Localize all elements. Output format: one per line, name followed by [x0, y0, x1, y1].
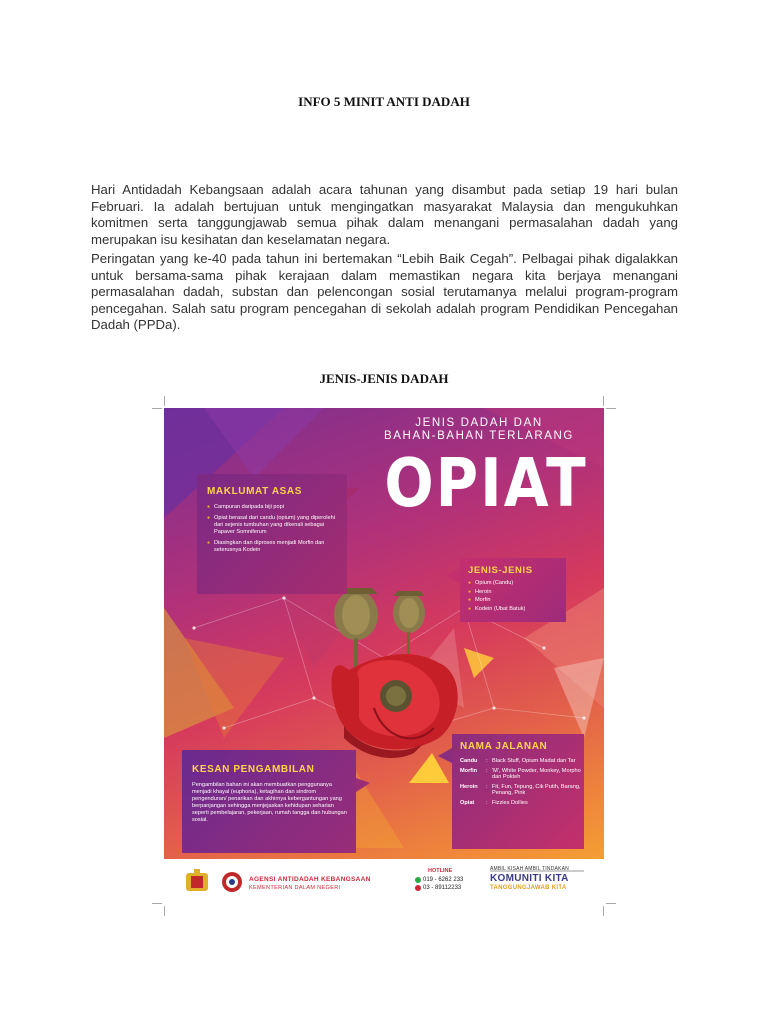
slogan-small: AMBIL KISAH AMBIL TINDAKAN [490, 866, 569, 872]
maklumat-item: ● Campuran daripada biji popi [207, 504, 337, 511]
poster-main-title: OPIAT [384, 444, 588, 523]
kesan-pengambilan-text: Pengambilan bahan ini akan membuatkan penggunanya menjadi khayal (euphoria), ketagihan dan sindrom pengenduran/ penarikan dan akhirnya kebergantungan yang berpanjangan sehingga menjejaskan kehidupan seharian seperti pembelajaran, pekerjaan, rumah tangga dan hubungan sosial. [192, 782, 347, 823]
crop-mark [152, 408, 162, 409]
maklumat-item: ● Opiat berasal dari candu (opium) yang diperolehi dari sejenis tumbuhan yang dikenali sebagai Papaver Somniferum [207, 515, 337, 536]
jenis-item: ● Heroin [468, 589, 564, 596]
street-name-row: Opiat : Fizzies Dollies [460, 800, 582, 807]
crop-mark [164, 396, 165, 406]
theme-paragraph: Peringatan yang ke-40 pada tahun ini bertemakan “Lebih Baik Cegah”. Pelbagai pihak digalakkan untuk bersama-sama pihak kerajaan dalam memastikan negara kita berjaya menangani permasalahan dadah, substan dan pelencongan sosial terutamanya melalui program-program pencegahan. Salah satu program pencegahan di sekolah adalah program Pendidikan Pencegahan Dadah (PPDa). [91, 251, 678, 333]
hotline-label: HOTLINE [428, 868, 453, 874]
whatsapp-icon [415, 877, 421, 883]
poster-header-line1: JENIS DADAH DAN [415, 417, 543, 429]
street-name-value: Fizzies Dollies [492, 799, 528, 806]
jenis-item: ● Morfin [468, 597, 564, 604]
street-name-key: Morfin [460, 767, 478, 774]
nama-jalanan-box [452, 734, 584, 849]
hotline-phone-2: 03 - 89112233 [423, 885, 462, 891]
phone-icon [415, 885, 421, 891]
jenis-jenis-title: JENIS-JENIS [468, 565, 533, 576]
street-name-value: Black Stuff, Opium Madat dan Tar [492, 758, 576, 764]
poppy-flower-icon [332, 654, 458, 758]
crop-mark [606, 408, 616, 409]
document-title: INFO 5 MINIT ANTI DADAH [298, 94, 470, 109]
jenis-jenis-box [460, 558, 566, 622]
poster-header-line2: BAHAN-BAHAN TERLARANG [384, 430, 574, 442]
kesan-pengambilan-box [182, 750, 356, 853]
poster-footer [164, 859, 604, 904]
opiat-poster [164, 408, 604, 904]
jenis-item: ● Opium (Candu) [468, 580, 564, 587]
street-name-row: Candu : Black Stuff, Opium Madat dan Tar [460, 758, 582, 765]
nama-jalanan-title: NAMA JALANAN [460, 741, 548, 752]
agency-name: AGENSI ANTIDADAH KEBANGSAAN [249, 876, 371, 883]
aadk-logo-icon [222, 872, 242, 892]
crop-mark [152, 903, 162, 904]
street-name-value: Fit, Fun, Tepung, Cik Putih, Barang, Penang, Pink [492, 783, 581, 797]
ministry-name: KEMENTERIAN DALAM NEGERI [249, 885, 341, 891]
kesan-pengambilan-title: KESAN PENGAMBILAN [192, 764, 315, 775]
maklumat-item: ● Diasingkan dan diproses menjadi Morfin dan seterusnya Kodein [207, 540, 337, 554]
maklumat-asas-box [197, 474, 347, 594]
crop-mark [603, 396, 604, 406]
slogan-sub: TANGGUNGJAWAB KITA [490, 885, 567, 891]
slogan-main: KOMUNITI KITA [490, 873, 569, 884]
hotline-phone-1: 019 - 6262 233 [423, 877, 464, 883]
crop-mark [603, 906, 604, 916]
street-name-row: Heroin : Fit, Fun, Tepung, Cik Putih, Barang, Penang, Pink [460, 783, 581, 797]
crop-mark [164, 906, 165, 916]
jenis-item: ● Kodein (Ubat Batuk) [468, 606, 564, 613]
street-name-key: Heroin [460, 783, 478, 790]
street-name-value: 'M', White Powder, Monkey, Morpho dan Pokteh [492, 767, 581, 781]
coat-of-arms-icon [186, 869, 208, 891]
street-name-key: Candu [460, 758, 478, 764]
street-name-row: Morfin : 'M', White Powder, Monkey, Morpho dan Pokteh [460, 767, 581, 781]
section-title: JENIS-JENIS DADAH [319, 371, 449, 386]
maklumat-asas-title: MAKLUMAT ASAS [207, 486, 303, 497]
street-name-key: Opiat [460, 799, 475, 806]
intro-paragraph: Hari Antidadah Kebangsaan adalah acara tahunan yang disambut pada setiap 19 hari bulan Februari. Ia adalah bertujuan untuk mengingatkan masyarakat Malaysia dan mengukuhkan komitmen serta tanggungjawab semua pihak dalam menangani permasalahan dadah yang merupakan isu kesihatan dan keselamatan negara. [91, 182, 678, 247]
crop-mark [606, 903, 616, 904]
